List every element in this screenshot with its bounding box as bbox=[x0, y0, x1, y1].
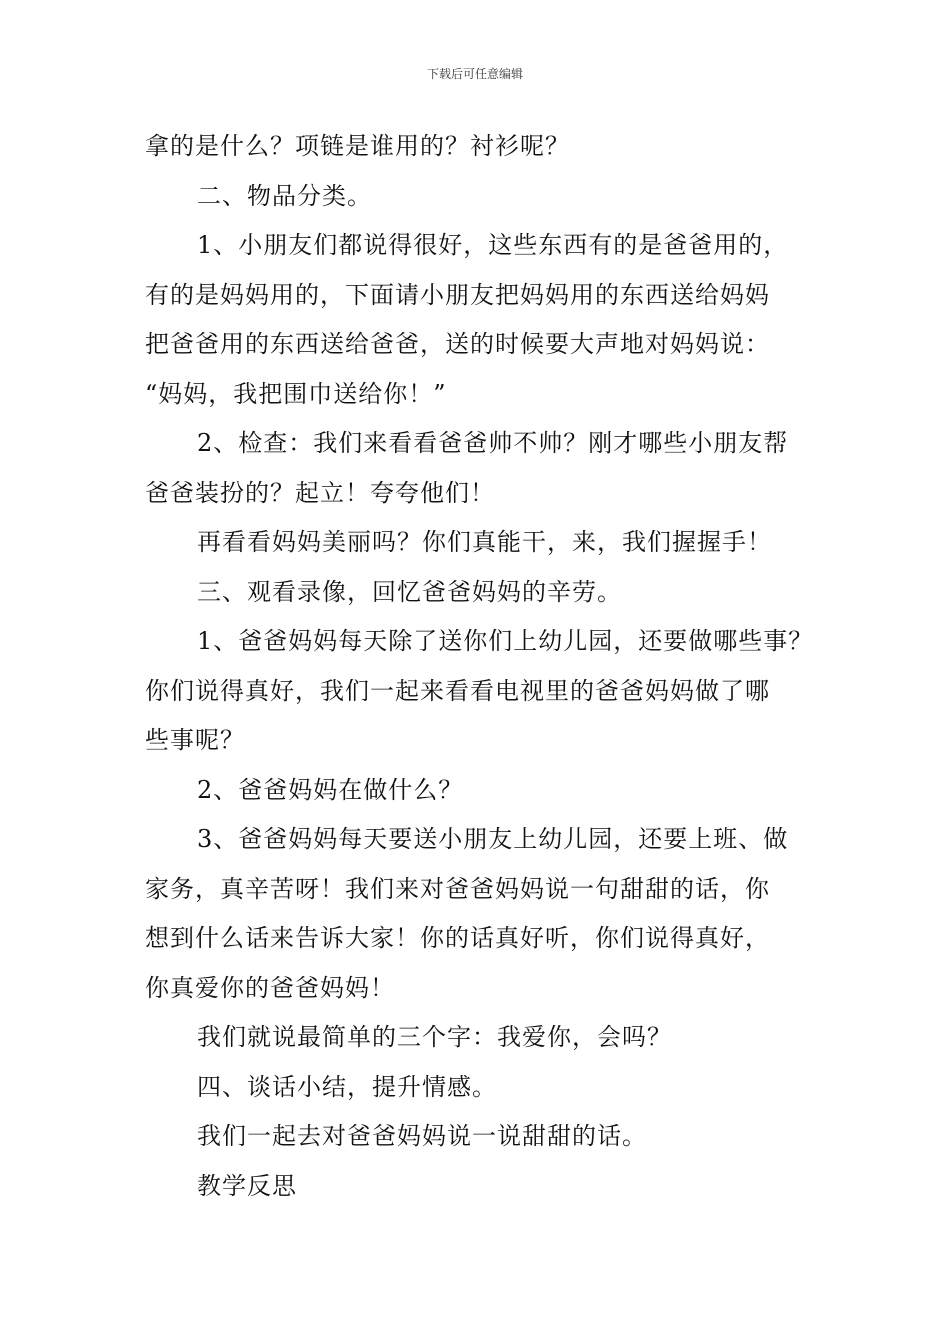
text-line: 有的是妈妈用的，下面请小朋友把妈妈用的东西送给妈妈 bbox=[145, 280, 770, 309]
text-line: 爸爸装扮的？起立！夸夸他们！ bbox=[145, 478, 495, 507]
section-heading: 教学反思 bbox=[197, 1171, 297, 1200]
section-heading: 三、观看录像，回忆爸爸妈妈的辛劳。 bbox=[197, 577, 622, 606]
text-line: 拿的是什么？项链是谁用的？衬衫呢？ bbox=[145, 132, 570, 160]
text-line: “妈妈，我把围巾送给你！” bbox=[145, 379, 447, 408]
text-line: 些事呢？ bbox=[145, 726, 245, 754]
text-line: 1、小朋友们都说得很好，这些东西有的是爸爸用的， bbox=[197, 231, 789, 259]
text-line: 家务，真辛苦呀！我们来对爸爸妈妈说一句甜甜的话，你 bbox=[145, 874, 770, 903]
text-line: 2、检查：我们来看看爸爸帅不帅？刚才哪些小朋友帮 bbox=[197, 429, 789, 457]
text-line: 2、爸爸妈妈在做什么？ bbox=[197, 775, 464, 804]
text-line: 我们一起去对爸爸妈妈说一说甜甜的话。 bbox=[197, 1122, 647, 1150]
text-line: 1、爸爸妈妈每天除了送你们上幼儿园，还要做哪些事？ bbox=[197, 627, 814, 655]
text-line: 再看看妈妈美丽吗？你们真能干，来，我们握握手！ bbox=[197, 528, 772, 556]
document-body bbox=[145, 122, 814, 1211]
text-line: 把爸爸用的东西送给爸爸，送的时候要大声地对妈妈说： bbox=[145, 330, 770, 358]
section-heading: 四、谈话小结，提升情感。 bbox=[197, 1072, 497, 1101]
text-line: 我们就说最简单的三个字：我爱你，会吗？ bbox=[197, 1023, 672, 1051]
page-header-note: 下载后可任意编辑 bbox=[426, 67, 523, 81]
text-line: 想到什么话来告诉大家！你的话真好听，你们说得真好， bbox=[145, 924, 770, 952]
text-line: 你真爱你的爸爸妈妈！ bbox=[145, 973, 395, 1002]
section-heading: 二、物品分类。 bbox=[197, 181, 372, 210]
text-line: 3、爸爸妈妈每天要送小朋友上幼儿园，还要上班、做 bbox=[197, 825, 789, 853]
text-line: 你们说得真好，我们一起来看看电视里的爸爸妈妈做了哪 bbox=[145, 676, 770, 705]
